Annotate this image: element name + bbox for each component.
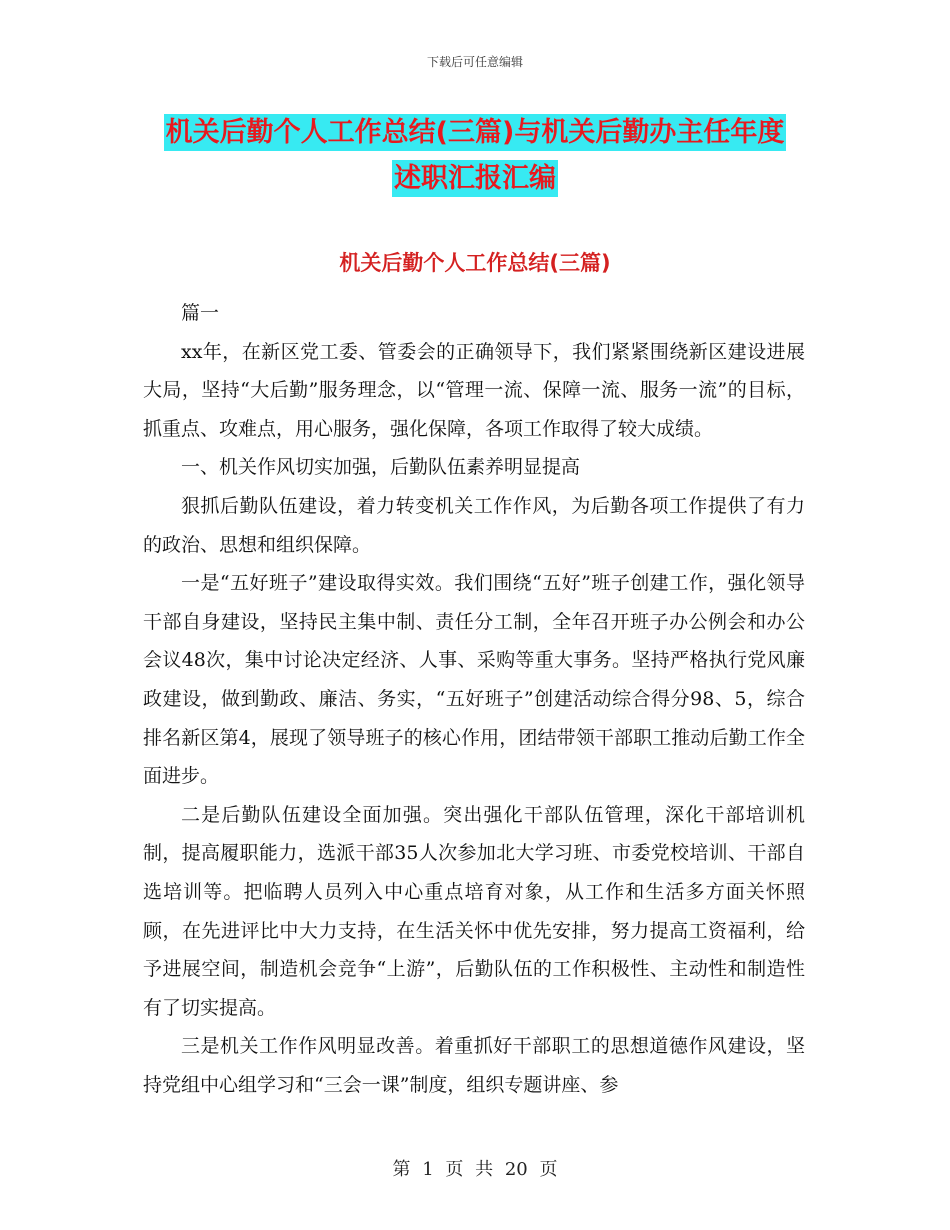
- paragraph: 一是“五好班子”建设取得实效。我们围绕“五好”班子创建工作，强化领导干部自身建设，坚持民主集中制、责任分工制，全年召开班子办公例会和办公会议48次，集中讨论决定经济、人事、采购等重大事务。坚持严格执行党风廉政建设，做到勤政、廉洁、务实，“五好班子”创建活动综合得分98、5，综合排名新区第4，展现了领导班子的核心作用，团结带领干部职工推动后勤工作全面进步。: [143, 572, 805, 788]
- page-header-note: 下载后可任意编辑: [426, 55, 523, 69]
- paragraph: 狠抓后勤队伍建设，着力转变机关工作作风，为后勤各项工作提供了有力的政治、思想和组织保障。: [143, 494, 805, 556]
- paragraph-part-label: 篇一: [181, 302, 220, 324]
- paragraph-heading-1: 一、机关作风切实加强，后勤队伍素养明显提高: [181, 456, 581, 479]
- document-title: [140, 110, 810, 202]
- paragraph: 三是机关工作作风明显改善。着重抓好干部职工的思想道德作风建设，坚持党组中心组学习和“三会一课”制度，组织专题讲座、参: [143, 1035, 805, 1096]
- document-title-line-2: 述职汇报汇编: [392, 160, 558, 197]
- page-number: 第 1 页 共 20 页: [392, 1159, 558, 1180]
- document-body: [143, 294, 805, 1104]
- paragraph: 二是后勤队伍建设全面加强。突出强化干部队伍管理，深化干部培训机制，提高履职能力，选派干部35人次参加北大学习班、市委党校培训、干部自选培训等。把临聘人员列入中心重点培育对象，从工作和生活多方面关怀照顾，在先进评比中大力支持，在生活关怀中优先安排，努力提高工资福利，给予进展空间，制造机会竞争“上游”，后勤队伍的工作积极性、主动性和制造性有了切实提高。: [143, 803, 805, 1019]
- document-title-line-1: 机关后勤个人工作总结(三篇)与机关后勤办主任年度: [164, 114, 787, 151]
- section-title: 机关后勤个人工作总结(三篇): [339, 251, 611, 275]
- paragraph-intro: xx年，在新区党工委、管委会的正确领导下，我们紧紧围绕新区建设进展大局，坚持“大后勤”服务理念，以“管理一流、保障一流、服务一流”的目标，抓重点、攻难点，用心服务，强化保障，各项工作取得了较大成绩。: [143, 340, 805, 440]
